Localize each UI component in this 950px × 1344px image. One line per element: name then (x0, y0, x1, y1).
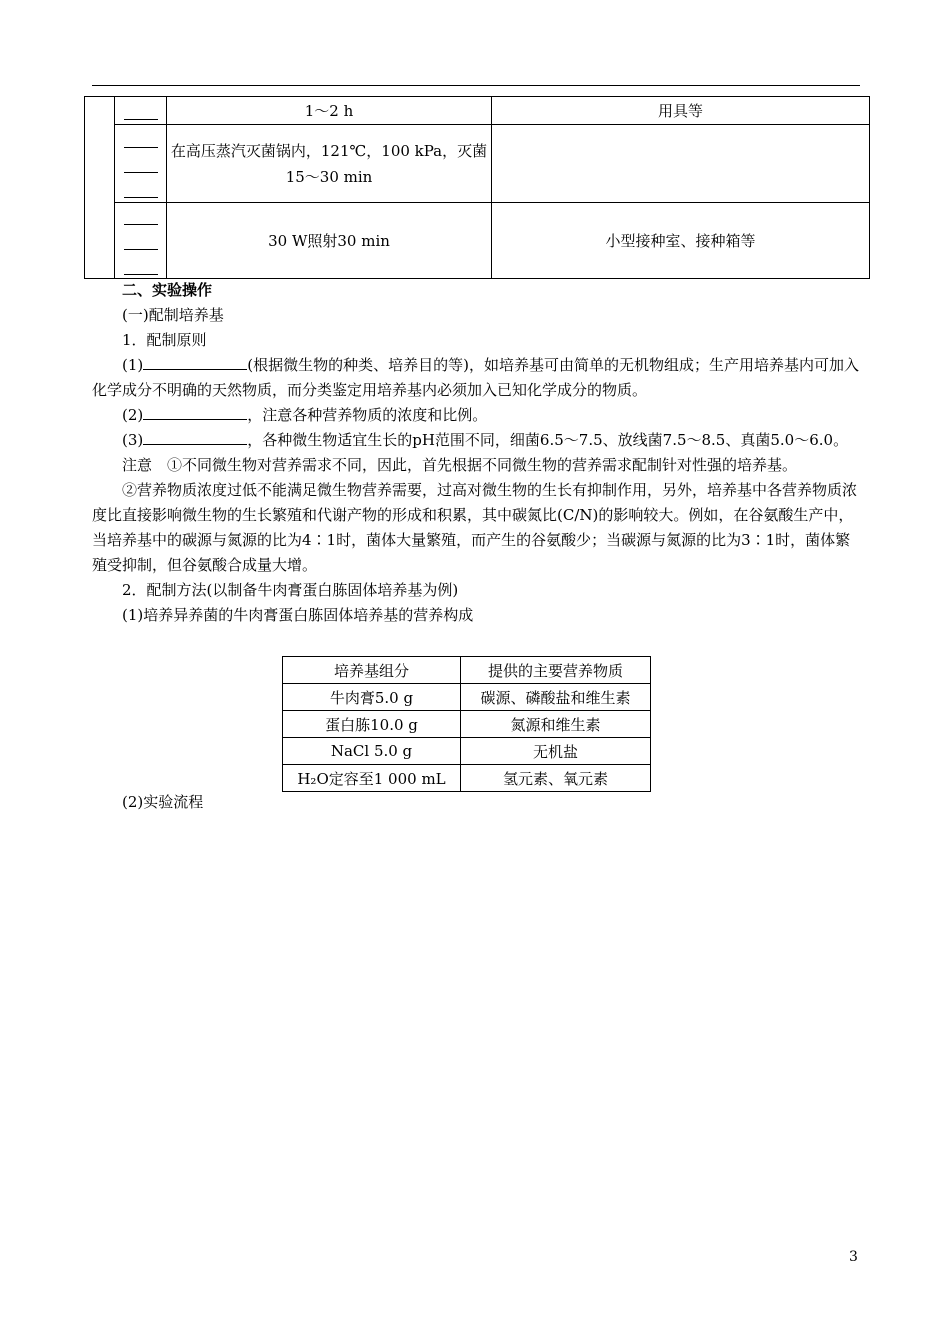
answer-blank (124, 180, 158, 198)
table-row (85, 125, 870, 203)
section-heading: 二、实验操作 (122, 281, 213, 299)
label: (1) (122, 356, 144, 374)
label: (2) (122, 406, 144, 424)
flow-section (92, 790, 862, 815)
nutrient-table (282, 656, 651, 792)
note-paragraph-2: ②营养物质浓度过低不能满足微生物营养需要，过高对微生物的生长有抑制作用，另外，培养基中各营养物质浓度比直接影响微生物的生长繁殖和代谢产物的形成和积累，其中碳氮比(C/N)的影响较大。例如，在谷氨酸生产中，当培养基中的碳源与氮源的比为4∶1时，菌体大量繁殖，而产生的谷氨酸少；当碳源与氮源的比为3∶1时，菌体繁殖受抑制，但谷氨酸合成量大增。 (92, 481, 858, 574)
column-header: 提供的主要营养物质 (461, 657, 651, 684)
merged-method-cell (85, 97, 115, 279)
item-subheading: (1)培养异养菌的牛肉膏蛋白胨固体培养基的营养构成 (122, 606, 474, 624)
condition-cell: 1～2 h (167, 97, 492, 125)
header-rule (92, 85, 860, 86)
table-row (283, 765, 651, 792)
table-header-row (283, 657, 651, 684)
subsection-heading: (一)配制培养基 (122, 306, 224, 324)
page-number: 3 (849, 1249, 858, 1265)
answer-blank (124, 102, 158, 120)
answer-blank (124, 155, 158, 173)
answer-blank (124, 207, 158, 225)
component-cell: NaCl 5.0 g (283, 738, 461, 765)
answer-blank (143, 430, 247, 445)
nutrient-cell: 碳源、磷酸盐和维生素 (461, 684, 651, 711)
table-row (283, 738, 651, 765)
component-cell: H₂O定容至1 000 mL (283, 765, 461, 792)
item-heading: 2．配制方法(以制备牛肉膏蛋白胨固体培养基为例) (122, 581, 459, 599)
component-cell: 牛肉膏5.0 g (283, 684, 461, 711)
table-row (85, 97, 870, 125)
table-row (283, 684, 651, 711)
item-heading: 1．配制原则 (122, 331, 207, 349)
principle-paragraph-3 (92, 428, 862, 453)
objects-cell: 小型接种室、接种箱等 (492, 203, 870, 279)
objects-cell (492, 125, 870, 203)
column-header: 培养基组分 (283, 657, 461, 684)
section-body (92, 278, 862, 628)
objects-cell: 用具等 (492, 97, 870, 125)
method-blank-cell (115, 97, 167, 125)
answer-blank (143, 355, 247, 370)
principle-paragraph-1 (92, 353, 862, 403)
answer-blank (124, 130, 158, 148)
sterilization-table (84, 96, 870, 279)
principle-paragraph-2 (92, 403, 862, 428)
component-cell: 蛋白胨10.0 g (283, 711, 461, 738)
nutrient-cell: 无机盐 (461, 738, 651, 765)
method-blank-cell (115, 125, 167, 203)
nutrient-cell: 氢元素、氧元素 (461, 765, 651, 792)
paragraph-text: (根据微生物的种类、培养目的等)，如培养基可由简单的无机物组成；生产用培养基内可加入化学成分不明确的天然物质，而分类鉴定用培养基内必须加入已知化学成分的物质。 (92, 356, 859, 399)
table-row (85, 203, 870, 279)
table-row (283, 711, 651, 738)
note-paragraph-1: 注意 ①不同微生物对营养需求不同，因此，首先根据不同微生物的营养需求配制针对性强的培养基。 (122, 456, 798, 474)
answer-blank (124, 232, 158, 250)
condition-cell: 30 W照射30 min (167, 203, 492, 279)
label: (3) (122, 431, 144, 449)
method-blank-cell (115, 203, 167, 279)
answer-blank (143, 405, 247, 420)
condition-cell: 在高压蒸汽灭菌锅内，121℃，100 kPa，灭菌15～30 min (167, 125, 492, 203)
paragraph-text: ，注意各种营养物质的浓度和比例。 (247, 406, 488, 424)
item-subheading: (2)实验流程 (122, 793, 204, 811)
answer-blank (124, 257, 158, 275)
paragraph-text: ，各种微生物适宜生长的pH范围不同，细菌6.5～7.5、放线菌7.5～8.5、真菌5.0～6.0。 (247, 431, 849, 449)
nutrient-cell: 氮源和维生素 (461, 711, 651, 738)
